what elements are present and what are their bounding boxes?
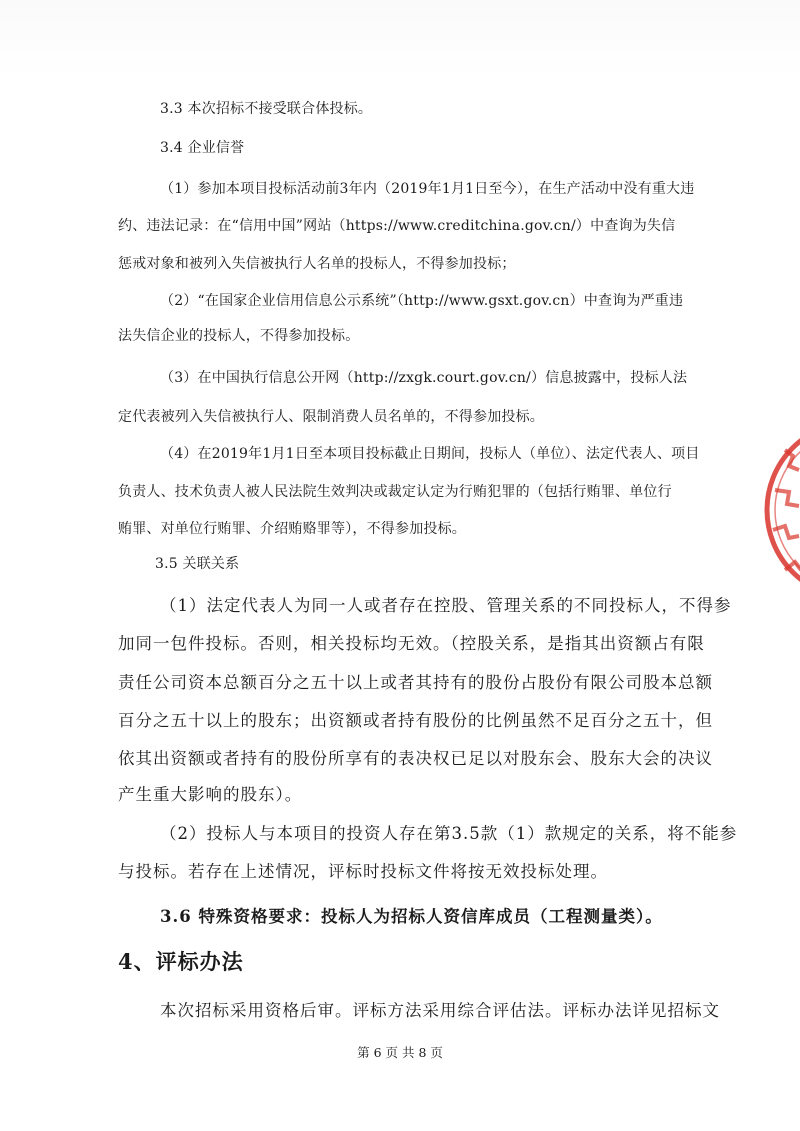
paragraph-line: 与投标。若存在上述情况，评标时投标文件将按无效投标处理。 [118,862,608,881]
paragraph-line: （1）法定代表人为同一人或者存在控股、管理关系的不同投标人，不得参 [160,596,732,615]
page-number: 第 6 页 共 8 页 [357,1045,443,1060]
paragraph-line: 贿罪、对单位行贿罪、介绍贿赂罪等），不得参加投标。 [118,521,466,537]
paragraph-line: （1）参加本项目投标活动前3年内（2019年1月1日至今），在生产活动中没有重大违 [160,181,695,197]
paragraph-line: 百分之五十以上的股东；出资额或者持有股份的比例虽然不足百分之五十，但 [118,711,713,730]
paragraph-line: （4）在2019年1月1日至本项目投标截止日期间，投标人（单位）、法定代表人、项目 [160,446,700,462]
scan-shading [0,0,800,78]
paragraph-line: 加同一包件投标。否则，相关投标均无效。（控股关系，是指其出资额占有限 [118,634,705,653]
paragraph-line: 责任公司资本总额百分之五十以上或者其持有的股份占股份有限公司股本总额 [118,673,713,692]
section-4-heading: 4、评标办法 [118,949,244,974]
paragraph-line: （3）在中国执行信息公开网（http://zxgk.court.gov.cn/）信息披露中，投标人法 [160,370,688,386]
paragraph-line: 约、违法记录：在“信用中国”网站（https://www.creditchina.gov.cn/）中查询为失信 [118,218,676,234]
paragraph-line: 法失信企业的投标人，不得参加投标。 [118,328,360,344]
section-3-3: 3.3 本次招标不接受联合体投标。 [160,101,373,117]
paragraph-line: 依其出资额或者持有的股份所享有的表决权已足以对股东会、股东大会的决议 [118,749,713,768]
paragraph-line: 产生重大影响的股东）。 [118,785,303,804]
paragraph-line: 本次招标采用资格后审。评标方法采用综合评估法。评标办法详见招标文 [160,1001,720,1020]
paragraph-line: 负责人、技术负责人被人民法院生效判决或裁定认定为行贿犯罪的（包括行贿罪、单位行 [118,484,672,500]
section-3-4-heading: 3.4 企业信誉 [160,140,245,156]
section-3-6: 3.6 特殊资格要求：投标人为招标人资信库成员（工程测量类）。 [160,907,663,926]
paragraph-line: （2）“在国家企业信用信息公示系统”（http://www.gsxt.gov.cn）中查询为严重违 [160,293,684,309]
paragraph-line: 惩戒对象和被列入失信被执行人名单的投标人，不得参加投标； [118,256,516,272]
paragraph-line: （2）投标人与本项目的投资人存在第3.5款（1）款规定的关系，将不能参 [160,824,738,843]
seal-stamp [745,410,800,610]
paragraph-line: 定代表被列入失信被执行人、限制消费人员名单的，不得参加投标。 [118,409,544,425]
section-3-5-heading: 3.5 关联关系 [155,556,240,572]
